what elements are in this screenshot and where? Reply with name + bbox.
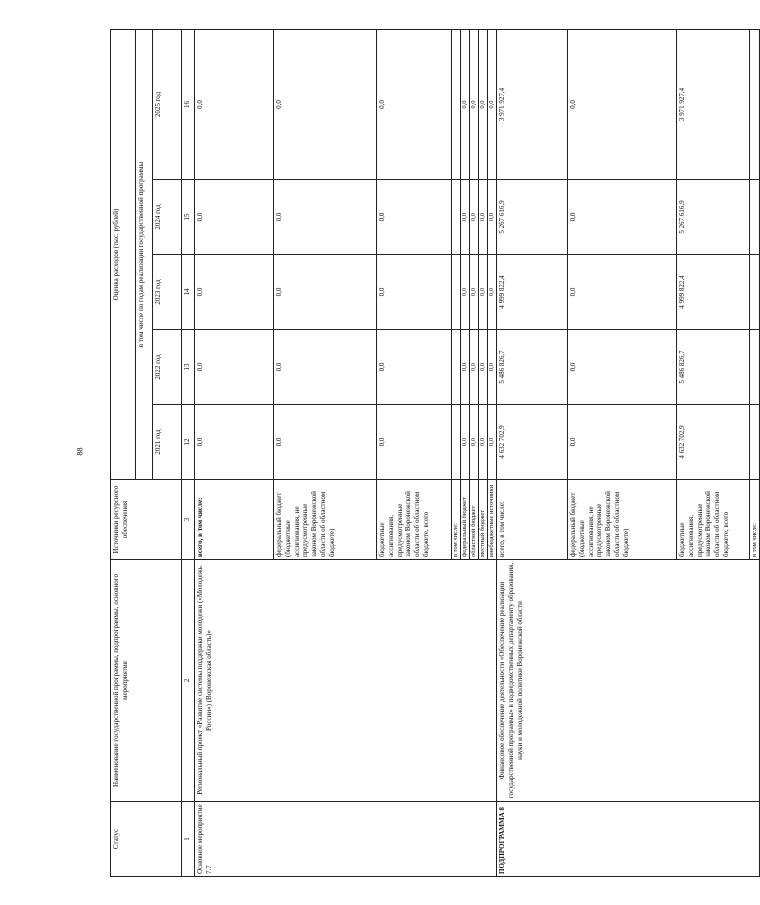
value-cell: 0,0 bbox=[274, 330, 377, 405]
header-year: 2022 год bbox=[153, 330, 182, 405]
value-cell bbox=[452, 255, 461, 330]
header-by-years: в том числе по годам реализации государственной программы bbox=[136, 29, 153, 479]
value-cell: 0,0 bbox=[488, 29, 497, 179]
col-index: 3 bbox=[182, 480, 195, 560]
row-name: Региональный проект «Развитие системы поддержки молодежи («Молодежь России») (Воронежская область)» bbox=[195, 560, 497, 802]
value-cell: 0,0 bbox=[274, 29, 377, 179]
value-cell: 4 632 702,9 bbox=[497, 405, 568, 480]
header-name: Наименование государственной программы, подпрограммы, основного мероприятия bbox=[111, 560, 182, 802]
value-cell: 5 486 826,7 bbox=[497, 330, 568, 405]
value-cell bbox=[452, 330, 461, 405]
row-source: местный бюджет bbox=[479, 480, 488, 560]
value-cell: 0,0 bbox=[479, 330, 488, 405]
value-cell: 0,0 bbox=[488, 255, 497, 330]
page-number: 88 bbox=[75, 447, 85, 456]
value-cell: 0,0 bbox=[488, 330, 497, 405]
value-cell: 0,0 bbox=[195, 180, 274, 255]
value-cell: 0,0 bbox=[377, 405, 452, 480]
value-cell: 0,0 bbox=[470, 180, 479, 255]
col-index: 16 bbox=[182, 29, 195, 179]
value-cell: 0,0 bbox=[461, 180, 470, 255]
value-cell: 0,0 bbox=[461, 405, 470, 480]
value-cell: 0,0 bbox=[274, 255, 377, 330]
value-cell: 0,0 bbox=[377, 180, 452, 255]
value-cell: 5 486 826,7 bbox=[677, 330, 750, 405]
value-cell: 0,0 bbox=[377, 255, 452, 330]
col-index: 14 bbox=[182, 255, 195, 330]
col-index: 1 bbox=[182, 802, 195, 877]
col-index: 12 bbox=[182, 405, 195, 480]
value-cell bbox=[452, 180, 461, 255]
header-row-1 bbox=[111, 29, 136, 876]
rotated-table-sheet bbox=[110, 30, 758, 877]
budget-table bbox=[110, 29, 760, 877]
value-cell: 4 999 822,4 bbox=[677, 255, 750, 330]
value-cell: 0,0 bbox=[195, 29, 274, 179]
header-year: 2024 год bbox=[153, 180, 182, 255]
row-source: федеральный бюджет bbox=[461, 480, 470, 560]
row-source: всего, в том числе: bbox=[195, 480, 274, 560]
value-cell: 0,0 bbox=[274, 180, 377, 255]
value-cell: 0,0 bbox=[461, 330, 470, 405]
value-cell: 0,0 bbox=[470, 330, 479, 405]
value-cell bbox=[750, 29, 760, 179]
row-status: ПОДПРОГРАММА 8 bbox=[497, 802, 760, 877]
value-cell: 0,0 bbox=[479, 405, 488, 480]
value-cell: 0,0 bbox=[470, 405, 479, 480]
row-name: Финансовое обеспечение деятельности «Обеспечение реализации государственной программы» в подведомственных департаменту образования, науки и молодежной политики Воронежской области bbox=[497, 560, 760, 802]
value-cell: 5 267 616,9 bbox=[497, 180, 568, 255]
value-cell: 3 971 927,4 bbox=[677, 29, 750, 179]
value-cell: 0,0 bbox=[274, 405, 377, 480]
value-cell: 0,0 bbox=[488, 405, 497, 480]
value-cell: 0,0 bbox=[488, 180, 497, 255]
row-source: в том числе: bbox=[452, 480, 461, 560]
value-cell: 0,0 bbox=[195, 330, 274, 405]
value-cell bbox=[750, 330, 760, 405]
value-cell: 0,0 bbox=[479, 29, 488, 179]
value-cell: 0,0 bbox=[461, 255, 470, 330]
value-cell: 0,0 bbox=[470, 29, 479, 179]
value-cell: 0,0 bbox=[479, 180, 488, 255]
col-index: 15 bbox=[182, 180, 195, 255]
row-status: Основное мероприятие 7.7 bbox=[195, 802, 497, 877]
value-cell: 0,0 bbox=[195, 405, 274, 480]
header-index-row bbox=[182, 29, 195, 876]
value-cell: 0,0 bbox=[568, 180, 677, 255]
row-source: всего, в том числе: bbox=[497, 480, 568, 560]
header-year: 2023 год bbox=[153, 255, 182, 330]
col-index: 2 bbox=[182, 560, 195, 802]
row-source: бюджетные ассигнования, предусмотренные законом Воронежской области об областном бюджете, всего bbox=[377, 480, 452, 560]
value-cell bbox=[452, 29, 461, 179]
value-cell: 0,0 bbox=[568, 29, 677, 179]
row-source: бюджетные ассигнования, предусмотренные законом Воронежской области об областном бюджете, всего bbox=[677, 480, 750, 560]
value-cell: 0,0 bbox=[568, 330, 677, 405]
value-cell bbox=[750, 180, 760, 255]
value-cell: 0,0 bbox=[377, 29, 452, 179]
value-cell: 0,0 bbox=[195, 255, 274, 330]
header-source: Источники ресурсного обеспечения bbox=[111, 480, 182, 560]
header-status: Статус bbox=[111, 802, 182, 877]
value-cell: 0,0 bbox=[377, 330, 452, 405]
row-source: областной бюджет bbox=[470, 480, 479, 560]
value-cell bbox=[750, 255, 760, 330]
value-cell: 4 632 702,9 bbox=[677, 405, 750, 480]
value-cell: 4 999 822,4 bbox=[497, 255, 568, 330]
value-cell: 0,0 bbox=[479, 255, 488, 330]
value-cell: 3 971 927,4 bbox=[497, 29, 568, 179]
table-row bbox=[195, 29, 274, 876]
header-year: 2021 год bbox=[153, 405, 182, 480]
value-cell: 0,0 bbox=[568, 405, 677, 480]
value-cell: 0,0 bbox=[470, 255, 479, 330]
value-cell: 0,0 bbox=[568, 255, 677, 330]
header-estimate: Оценка расходов (тыс. рублей) bbox=[111, 29, 136, 479]
value-cell: 0,0 bbox=[461, 29, 470, 179]
value-cell: 5 267 616,9 bbox=[677, 180, 750, 255]
col-index: 13 bbox=[182, 330, 195, 405]
row-source: внебюджетные источники bbox=[488, 480, 497, 560]
row-source: федеральный бюджет (бюджетные ассигнования, не предусмотренные законом Воронежской области об областном бюджете) bbox=[274, 480, 377, 560]
value-cell bbox=[452, 405, 461, 480]
header-year: 2025 год bbox=[153, 29, 182, 179]
table-row bbox=[497, 29, 568, 876]
row-source: в том числе: bbox=[750, 480, 760, 560]
row-source: федеральный бюджет (бюджетные ассигнования, не предусмотренные законом Воронежской области об областном бюджете) bbox=[568, 480, 677, 560]
value-cell bbox=[750, 405, 760, 480]
